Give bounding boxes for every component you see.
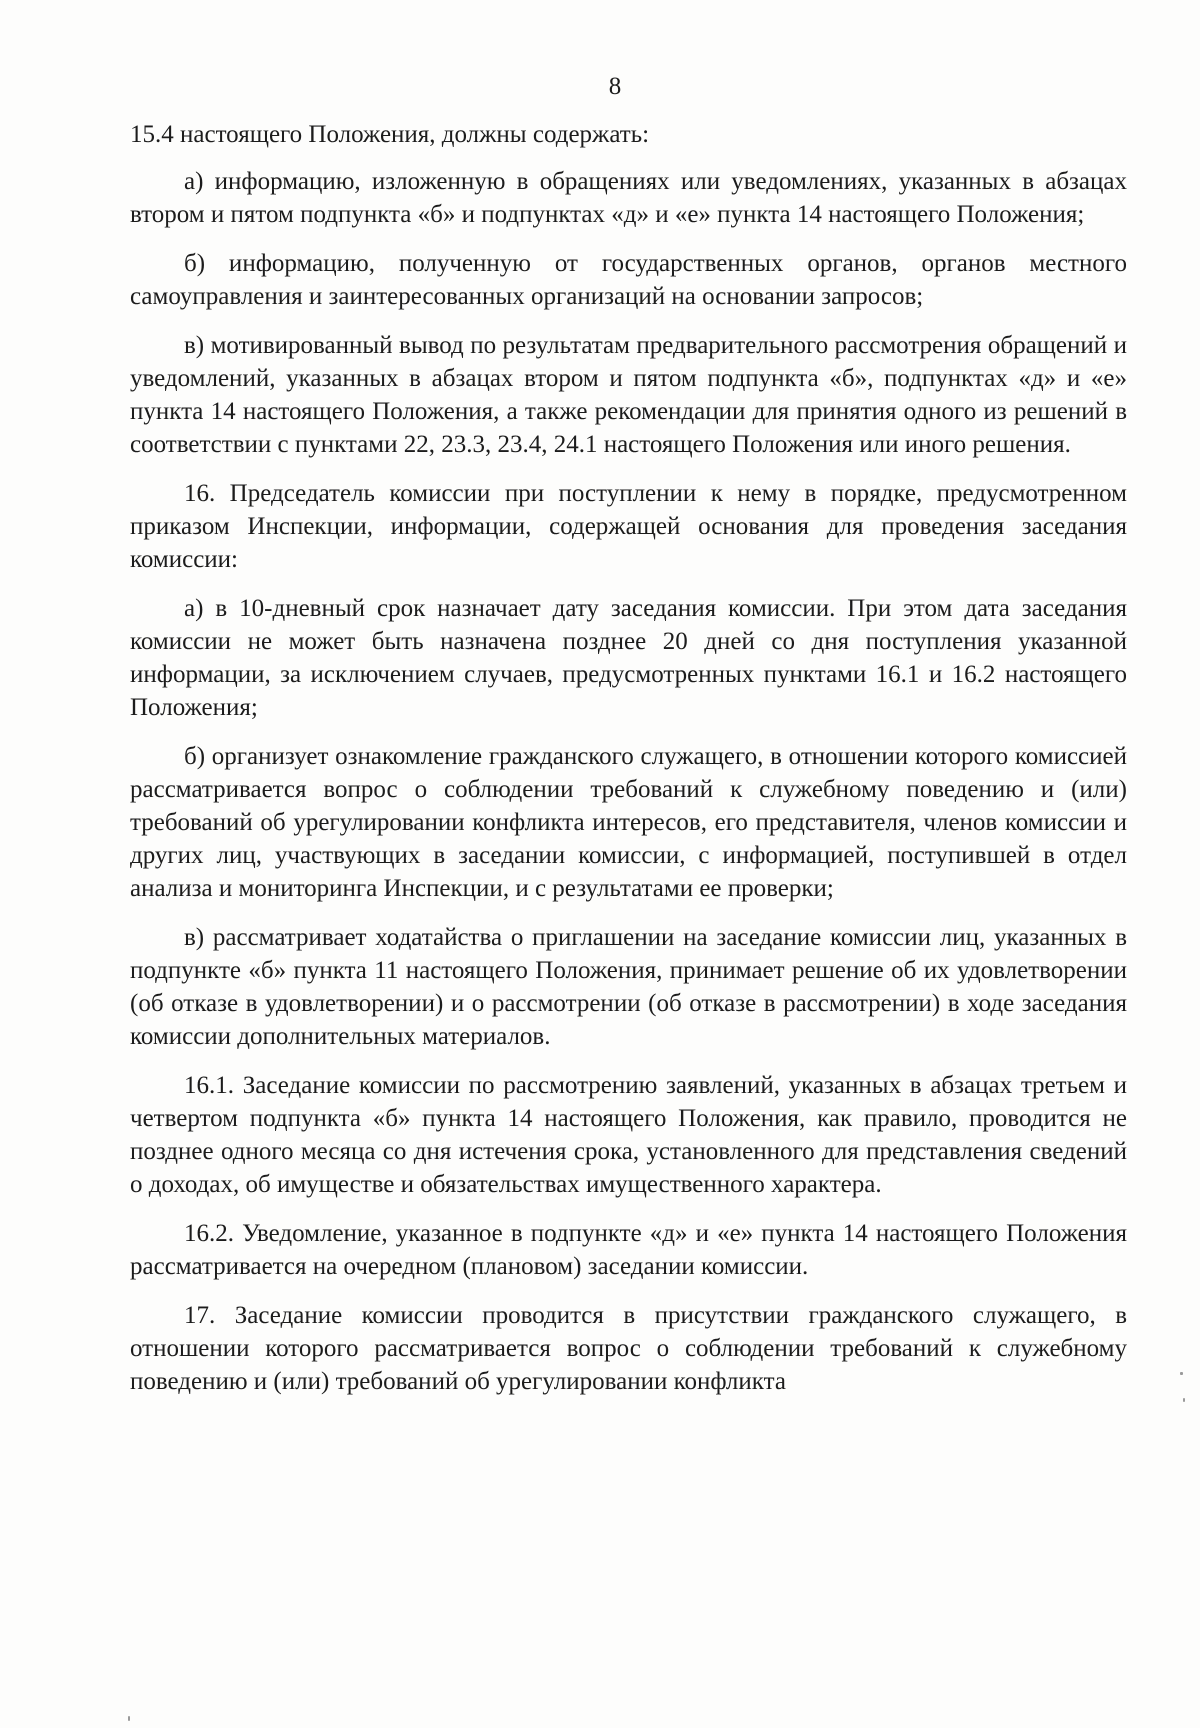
page-number: 8 xyxy=(608,73,622,100)
scan-artifact xyxy=(1180,1372,1183,1375)
paragraph-15-5-a: а) информацию, изложенную в обращениях или уведомлениях, указанных в абзацах втором и пятом подпункта «б» и подпунктах «д» и «е» пункта 14 настоящего Положения; xyxy=(130,168,1127,228)
scan-artifact xyxy=(128,1716,130,1721)
paragraph-16: 16. Председатель комиссии при поступлении к нему в порядке, предусмотренном приказом Инспекции, информации, содержащей основания для проведения заседания комиссии: xyxy=(130,480,1127,573)
paragraph-16-1: 16.1. Заседание комиссии по рассмотрению заявлений, указанных в абзацах третьем и четвертом подпункта «б» пункта 14 настоящего Положения, как правило, проводится не позднее одного месяца со дня истечения срока, установленного для представления сведений о доходах, об имуществе и обязательствах имущественного характера. xyxy=(130,1072,1127,1198)
paragraph-16-v: в) рассматривает ходатайства о приглашении на заседание комиссии лиц, указанных в подпункте «б» пункта 11 настоящего Положения, принимает решение об их удовлетворении (об отказе в удовлетворении) и о рассмотрении (об отказе в рассмотрении) в ходе заседания комиссии дополнительных материалов. xyxy=(130,924,1127,1050)
paragraph-16-a: а) в 10-дневный срок назначает дату заседания комиссии. При этом дата заседания комиссии не может быть назначена позднее 20 дней со дня поступления указанной информации, за исключением случаев, предусмотренных пунктами 16.1 и 16.2 настоящего Положения; xyxy=(130,595,1127,721)
paragraph-15-5-v: в) мотивированный вывод по результатам предварительного рассмотрения обращений и уведомлений, указанных в абзацах втором и пятом подпункта «б», подпунктах «д» и «е» пункта 14 настоящего Положения, а также рекомендации для принятия одного из решений в соответствии с пунктами 22, 23.3, 23.4, 24.1 настоящего Положения или иного решения. xyxy=(130,332,1127,458)
paragraph-intro: 15.4 настоящего Положения, должны содержать: xyxy=(130,121,650,148)
paragraph-16-2: 16.2. Уведомление, указанное в подпункте «д» и «е» пункта 14 настоящего Положения рассматривается на очередном (плановом) заседании комиссии. xyxy=(130,1220,1127,1280)
document-body xyxy=(130,118,1127,1398)
paragraph-16-b: б) организует ознакомление гражданского служащего, в отношении которого комиссией рассматривается вопрос о соблюдении требований к служебному поведению и (или) требований об урегулировании конфликта интересов, его представителя, членов комиссии и других лиц, участвующих в заседании комиссии, с информацией, поступившей в отдел анализа и мониторинга Инспекции, и с результатами ее проверки; xyxy=(130,743,1127,902)
paragraph-17: 17. Заседание комиссии проводится в присутствии гражданского служащего, в отношении которого рассматривается вопрос о соблюдении требований к служебному поведению и (или) требований об урегулировании конфликта xyxy=(130,1302,1127,1395)
scan-artifact xyxy=(1183,1398,1185,1402)
paragraph-15-5-b: б) информацию, полученную от государственных органов, органов местного самоуправления и заинтересованных организаций на основании запросов; xyxy=(130,250,1127,310)
